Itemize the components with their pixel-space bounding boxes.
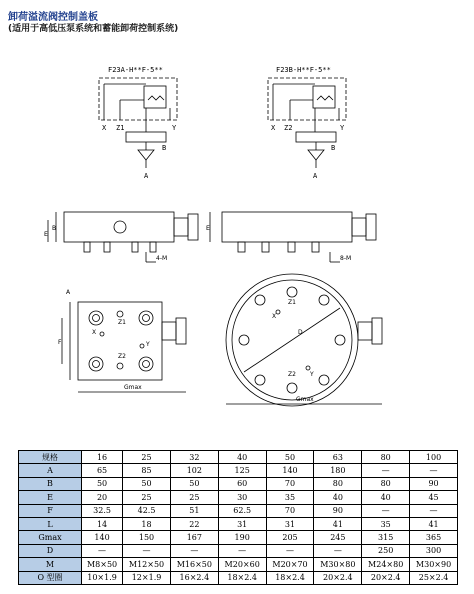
table-cell: — bbox=[362, 504, 410, 517]
table-cell: — bbox=[218, 544, 266, 557]
row-label: Gmax bbox=[19, 531, 82, 544]
top-right-z2: Z2 bbox=[288, 371, 296, 378]
table-cell: 40 bbox=[314, 491, 362, 504]
table-cell: 25 bbox=[123, 491, 171, 504]
table-cell: 35 bbox=[266, 491, 314, 504]
port-y-right: Y bbox=[340, 124, 345, 132]
table-cell: 51 bbox=[170, 504, 218, 517]
top-left-a: A bbox=[66, 289, 71, 296]
table-cell: 70 bbox=[266, 477, 314, 490]
table-cell: — bbox=[362, 464, 410, 477]
port-x-left: X bbox=[102, 124, 107, 132]
schematic-left-model: F23A-H**F-5** bbox=[108, 66, 163, 74]
top-right-d: D bbox=[298, 329, 303, 336]
table-cell: 32.5 bbox=[82, 504, 123, 517]
table-cell: 102 bbox=[170, 464, 218, 477]
table-cell: 12×1.9 bbox=[123, 571, 171, 584]
dim-b-left: B bbox=[52, 225, 57, 232]
table-cell: M20×70 bbox=[266, 558, 314, 571]
port-y-left: Y bbox=[172, 124, 177, 132]
table-cell: 31 bbox=[218, 517, 266, 530]
table-cell: 125 bbox=[218, 464, 266, 477]
top-left-gmax: Gmax bbox=[124, 384, 142, 391]
table-cell: 25 bbox=[170, 491, 218, 504]
port-b-left: B bbox=[162, 144, 167, 152]
dim-4m: 4-M bbox=[156, 255, 168, 262]
table-cell: 150 bbox=[123, 531, 171, 544]
table-cell: 18×2.4 bbox=[218, 571, 266, 584]
table-cell: 50 bbox=[82, 477, 123, 490]
row-label: B bbox=[19, 477, 82, 490]
row-label: L bbox=[19, 517, 82, 530]
table-cell: 167 bbox=[170, 531, 218, 544]
table-cell: — bbox=[170, 544, 218, 557]
table-cell: 205 bbox=[266, 531, 314, 544]
dim-e-right: E bbox=[206, 225, 210, 232]
page-subtitle: (适用于高低压泵系统和蓄能卸荷控制系统) bbox=[8, 24, 179, 34]
schematic-right-model: F23B-H**F-5** bbox=[276, 66, 331, 74]
table-cell: 250 bbox=[362, 544, 410, 557]
col-header: 100 bbox=[410, 451, 458, 464]
table-cell: — bbox=[266, 544, 314, 557]
row-label: M bbox=[19, 558, 82, 571]
col-header: 80 bbox=[362, 451, 410, 464]
dim-e-left: E bbox=[44, 231, 48, 238]
table-cell: 41 bbox=[410, 517, 458, 530]
table-cell: M30×80 bbox=[314, 558, 362, 571]
table-cell: 41 bbox=[314, 517, 362, 530]
table-cell: 80 bbox=[362, 477, 410, 490]
table-row bbox=[19, 531, 458, 544]
table-cell: 60 bbox=[218, 477, 266, 490]
table-row bbox=[19, 558, 458, 571]
table-cell: 20×2.4 bbox=[314, 571, 362, 584]
table-cell: 30 bbox=[218, 491, 266, 504]
table-cell: 14 bbox=[82, 517, 123, 530]
spec-table bbox=[18, 450, 458, 585]
table-cell: M30×90 bbox=[410, 558, 458, 571]
row-label: E bbox=[19, 491, 82, 504]
table-cell: 42.5 bbox=[123, 504, 171, 517]
table-cell: 245 bbox=[314, 531, 362, 544]
table-row bbox=[19, 571, 458, 584]
port-x-right: X bbox=[271, 124, 276, 132]
top-view-right bbox=[226, 274, 382, 406]
port-a-left: A bbox=[144, 172, 149, 180]
table-cell: 18×2.4 bbox=[266, 571, 314, 584]
table-cell: M12×50 bbox=[123, 558, 171, 571]
side-view-left bbox=[48, 212, 198, 262]
table-cell: 20×2.4 bbox=[362, 571, 410, 584]
port-z2-right: Z2 bbox=[284, 124, 293, 132]
table-row bbox=[19, 464, 458, 477]
table-cell: 80 bbox=[314, 477, 362, 490]
col-header: 63 bbox=[314, 451, 362, 464]
table-cell: 18 bbox=[123, 517, 171, 530]
row-label: F bbox=[19, 504, 82, 517]
row-label: D bbox=[19, 544, 82, 557]
top-right-x: X bbox=[272, 313, 277, 320]
col-header: 规格 bbox=[19, 451, 82, 464]
table-cell: M24×80 bbox=[362, 558, 410, 571]
table-row bbox=[19, 477, 458, 490]
port-a-right: A bbox=[313, 172, 318, 180]
spec-header-row bbox=[19, 451, 458, 464]
table-cell: 300 bbox=[410, 544, 458, 557]
table-cell: 45 bbox=[410, 491, 458, 504]
table-cell: M16×50 bbox=[170, 558, 218, 571]
col-header: 16 bbox=[82, 451, 123, 464]
top-right-z1: Z1 bbox=[288, 299, 296, 306]
table-cell: 16×2.4 bbox=[170, 571, 218, 584]
top-left-x: X bbox=[92, 329, 97, 336]
table-cell: 70 bbox=[266, 504, 314, 517]
table-cell: 365 bbox=[410, 531, 458, 544]
col-header: 50 bbox=[266, 451, 314, 464]
table-row bbox=[19, 517, 458, 530]
page-title: 卸荷溢流阀控制盖板 bbox=[8, 12, 98, 23]
table-cell: — bbox=[82, 544, 123, 557]
table-cell: 190 bbox=[218, 531, 266, 544]
dim-8m: 8-M bbox=[340, 255, 352, 262]
top-left-z2: Z2 bbox=[118, 353, 126, 360]
table-cell: 25×2.4 bbox=[410, 571, 458, 584]
table-cell: — bbox=[410, 464, 458, 477]
row-label: O 型圈 bbox=[19, 571, 82, 584]
col-header: 32 bbox=[170, 451, 218, 464]
table-cell: — bbox=[410, 504, 458, 517]
table-cell: 315 bbox=[362, 531, 410, 544]
table-cell: 140 bbox=[82, 531, 123, 544]
table-cell: 90 bbox=[410, 477, 458, 490]
top-right-y: Y bbox=[310, 371, 314, 378]
table-cell: M20×60 bbox=[218, 558, 266, 571]
table-cell: 10×1.9 bbox=[82, 571, 123, 584]
top-left-y: Y bbox=[146, 341, 150, 348]
schematic-right bbox=[268, 78, 346, 168]
col-header: 40 bbox=[218, 451, 266, 464]
table-cell: 90 bbox=[314, 504, 362, 517]
row-label: A bbox=[19, 464, 82, 477]
table-cell: 65 bbox=[82, 464, 123, 477]
table-cell: 35 bbox=[362, 517, 410, 530]
port-b-right: B bbox=[331, 144, 336, 152]
schematic-left bbox=[99, 78, 177, 168]
table-cell: 20 bbox=[82, 491, 123, 504]
top-left-f: F bbox=[58, 339, 62, 346]
table-cell: 31 bbox=[266, 517, 314, 530]
table-cell: 50 bbox=[123, 477, 171, 490]
top-right-gmax: Gmax bbox=[296, 396, 314, 403]
col-header: 25 bbox=[123, 451, 171, 464]
table-cell: M8×50 bbox=[82, 558, 123, 571]
table-cell: 85 bbox=[123, 464, 171, 477]
table-cell: 62.5 bbox=[218, 504, 266, 517]
table-cell: 140 bbox=[266, 464, 314, 477]
table-cell: 40 bbox=[362, 491, 410, 504]
table-cell: — bbox=[123, 544, 171, 557]
top-left-z1: Z1 bbox=[118, 319, 126, 326]
table-cell: — bbox=[314, 544, 362, 557]
port-z1-left: Z1 bbox=[116, 124, 125, 132]
table-cell: 22 bbox=[170, 517, 218, 530]
table-cell: 180 bbox=[314, 464, 362, 477]
table-row bbox=[19, 504, 458, 517]
table-row bbox=[19, 544, 458, 557]
table-row bbox=[19, 491, 458, 504]
table-cell: 50 bbox=[170, 477, 218, 490]
top-view-left bbox=[62, 302, 186, 392]
